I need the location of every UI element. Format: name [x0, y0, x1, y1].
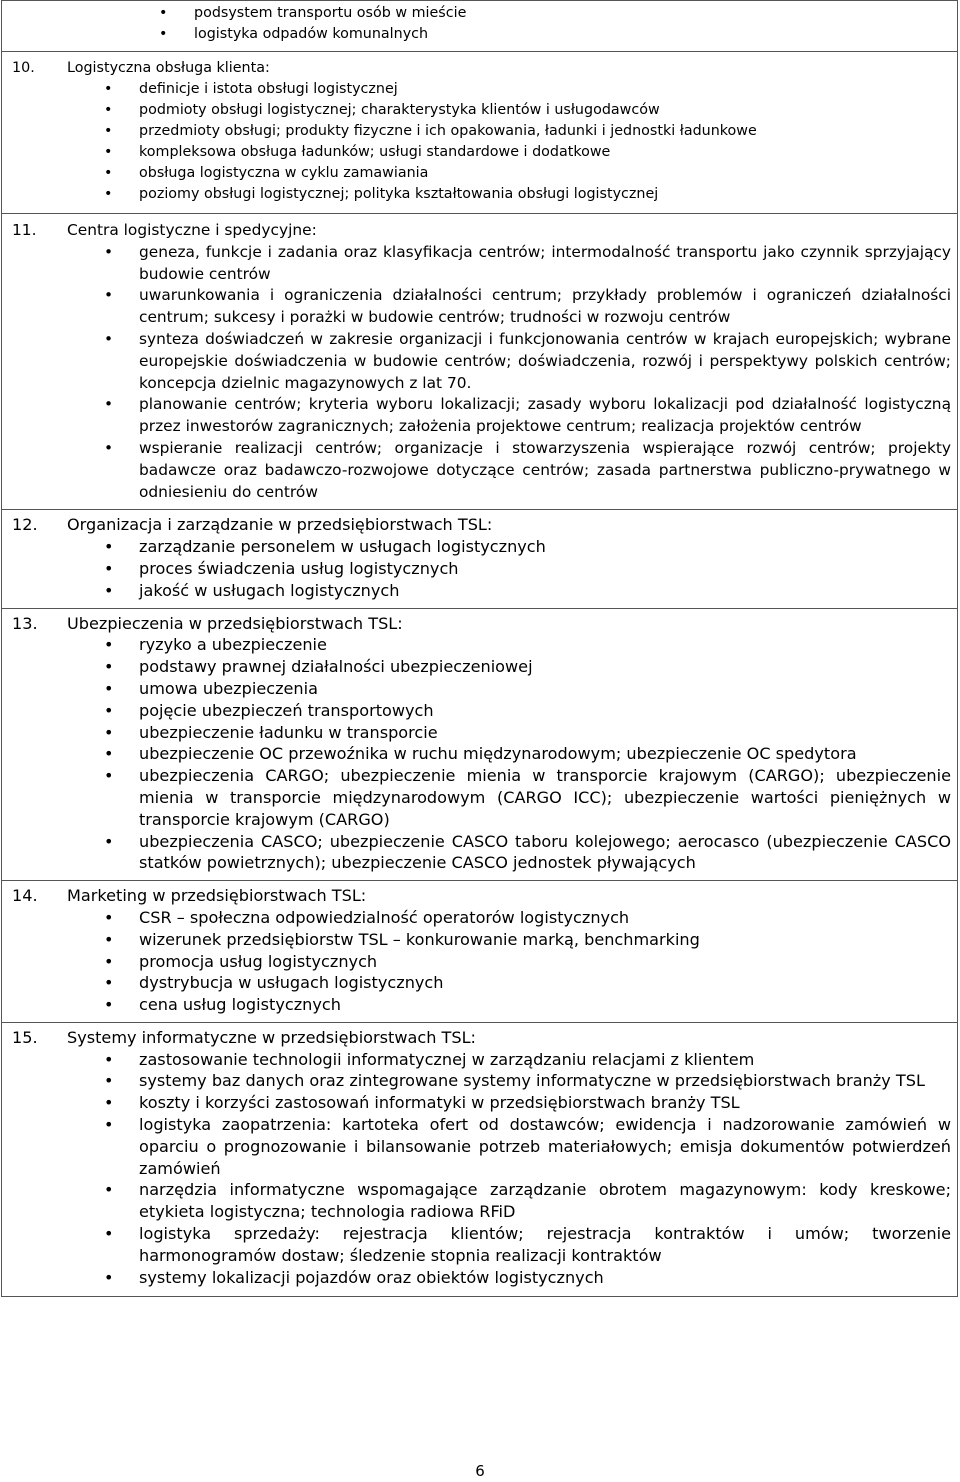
- table-row: [2, 510, 958, 608]
- table-row: [2, 52, 958, 214]
- list-item: • proces świadczenia usług logistycznych: [12, 558, 951, 580]
- list-item: • ubezpieczenia CASCO; ubezpieczenie CASCO taboru kolejowego; aerocasco (ubezpieczenie CASCO statków powietrznych); ubezpieczenie CASCO jednostek pływających: [12, 831, 951, 875]
- list-item: • podstawy prawnej działalności ubezpieczeniowej: [12, 656, 951, 678]
- bullet-list: [12, 634, 951, 874]
- list-item: • zarządzanie personelem w usługach logistycznych: [12, 536, 951, 558]
- bullet-list: [67, 3, 951, 45]
- section-title: Centra logistyczne i spedycyjne:: [67, 221, 317, 239]
- section-number: [12, 3, 67, 45]
- list-item: • ryzyko a ubezpieczenie: [12, 634, 951, 656]
- section-body: [67, 613, 951, 875]
- section-body: [67, 58, 951, 205]
- section-title: Marketing w przedsiębiorstwach TSL:: [67, 886, 367, 906]
- list-item: • wspieranie realizacji centrów; organizacje i stowarzyszenia wspierające rozwój centrów; projekty badawcze oraz badawczo-rozwojowe dotyczące centrów; zasada partnerstwa publiczno-prywatnego w odniesieniu do centrów: [12, 438, 951, 503]
- section-number: 14.: [12, 886, 38, 906]
- section-body: [67, 220, 951, 503]
- list-item: • poziomy obsługi logistycznej; polityka kształtowania obsługi logistycznej: [12, 184, 951, 205]
- section-number: 15.: [12, 1027, 38, 1047]
- table-row: [2, 1, 958, 52]
- list-item: • narzędzia informatyczne wspomagające zarządzanie obrotem magazynowym: kody kreskowe; etykieta logistyczna; technologia radiowa RFiD: [12, 1179, 951, 1223]
- list-item: • CSR – społeczna odpowiedzialność operatorów logistycznych: [12, 907, 951, 929]
- bullet-list: [12, 907, 951, 1016]
- list-item: • wizerunek przedsiębiorstw TSL – konkurowanie marką, benchmarking: [12, 929, 951, 951]
- list-item: • logistyka zaopatrzenia: kartoteka ofert od dostawców; ewidencja i nadzorowanie zamówień w oparciu o prognozowanie i bilansowanie potrzeb materiałowych; emisja dokumentów potwierdzeń zamówień: [12, 1114, 951, 1179]
- list-item: • systemy baz danych oraz zintegrowane systemy informatyczne w przedsiębiorstwach branży TSL: [12, 1070, 951, 1092]
- page-number: 6: [475, 1462, 485, 1480]
- bullet-list: [12, 79, 951, 205]
- list-item: • uwarunkowania i ograniczenia działalności centrum; przykłady problemów i ograniczeń działalności centrum; sukcesy i porażki w budowie centrów; trudności w rozwoju centrów: [12, 285, 951, 329]
- section-title: Logistyczna obsługa klienta:: [67, 60, 270, 76]
- section-13: [12, 613, 951, 875]
- section-number: 10.: [12, 60, 35, 76]
- section-body: [67, 885, 951, 1016]
- table-row: [2, 608, 958, 881]
- list-item: • dystrybucja w usługach logistycznych: [12, 972, 951, 994]
- list-item: • koszty i korzyści zastosowań informatyki w przedsiębiorstwach branży TSL: [12, 1092, 951, 1114]
- section-number: 11.: [12, 221, 37, 239]
- bullet-list: [12, 242, 951, 504]
- row-section-10: [2, 52, 958, 214]
- list-item: • synteza doświadczeń w zakresie organizacji i funkcjonowania centrów w krajach europejskich; wybrane europejskie doświadczenia w budowie centrów; doświadczenia, rozwój i perspektywy polskich centrów; koncepcja dzielnic magazynowych z lat 70.: [12, 329, 951, 394]
- section-14: [12, 885, 951, 1016]
- list-item: • promocja usług logistycznych: [12, 951, 951, 973]
- row-section-14: [2, 881, 958, 1023]
- section-10: [12, 58, 951, 205]
- section-body: [67, 514, 951, 601]
- list-item: • ubezpieczenie ładunku w transporcie: [12, 722, 951, 744]
- table-row: [2, 214, 958, 510]
- section-15: [12, 1027, 951, 1289]
- section-12: [12, 514, 951, 601]
- list-item: • jakość w usługach logistycznych: [12, 580, 951, 602]
- list-item: • przedmioty obsługi; produkty fizyczne i ich opakowania, ładunki i jednostki ładunkowe: [12, 121, 951, 142]
- section-title: Organizacja i zarządzanie w przedsiębiorstwach TSL:: [67, 515, 493, 535]
- list-item: • logistyka sprzedaży: rejestracja klientów; rejestracja kontraktów i umów; tworzenie harmonogramów dostaw; śledzenie stopnia realizacji kontraktów: [12, 1223, 951, 1267]
- list-item: • pojęcie ubezpieczeń transportowych: [12, 700, 951, 722]
- list-item: • logistyka odpadów komunalnych: [67, 24, 951, 45]
- section-body: [67, 1027, 951, 1289]
- section-continued: [12, 3, 951, 45]
- list-item: • podsystem transportu osób w mieście: [67, 3, 951, 24]
- list-item: • ubezpieczenie OC przewoźnika w ruchu międzynarodowym; ubezpieczenie OC spedytora: [12, 743, 951, 765]
- bullet-list: [12, 1049, 951, 1289]
- list-item: • zastosowanie technologii informatycznej w zarządzaniu relacjami z klientem: [12, 1049, 951, 1071]
- table-row: [2, 881, 958, 1023]
- row-section-12: [2, 510, 958, 608]
- list-item: • definicje i istota obsługi logistycznej: [12, 79, 951, 100]
- document-table: [1, 0, 958, 1297]
- list-item: • planowanie centrów; kryteria wyboru lokalizacji; zasady wyboru lokalizacji pod działalność logistyczną przez inwestorów zagranicznych; założenia projektowe centrum; realizacja projektów centrów: [12, 394, 951, 438]
- bullet-list: [12, 536, 951, 601]
- list-item: • umowa ubezpieczenia: [12, 678, 951, 700]
- row-section-15: [2, 1022, 958, 1297]
- section-title: Ubezpieczenia w przedsiębiorstwach TSL:: [67, 613, 403, 633]
- list-item: • geneza, funkcje i zadania oraz klasyfikacja centrów; intermodalność transportu jako czynnik sprzyjający budowie centrów: [12, 242, 951, 286]
- list-item: • obsługa logistyczna w cyklu zamawiania: [12, 163, 951, 184]
- section-title: Systemy informatyczne w przedsiębiorstwach TSL:: [67, 1027, 476, 1047]
- row-top: [2, 1, 958, 52]
- section-number: 12.: [12, 515, 38, 535]
- list-item: • ubezpieczenia CARGO; ubezpieczenie mienia w transporcie krajowym (CARGO); ubezpieczenie mienia w transporcie międzynarodowym (CARGO ICC); ubezpieczenie wartości pieniężnych w transporcie krajowym (CARGO): [12, 765, 951, 830]
- list-item: • podmioty obsługi logistycznej; charakterystyka klientów i usługodawców: [12, 100, 951, 121]
- row-section-13: [2, 608, 958, 881]
- list-item: • cena usług logistycznych: [12, 994, 951, 1016]
- table-row: [2, 1022, 958, 1297]
- section-number: 13.: [12, 613, 38, 633]
- row-section-11: [2, 214, 958, 510]
- section-body: [67, 3, 951, 45]
- list-item: • kompleksowa obsługa ładunków; usługi standardowe i dodatkowe: [12, 142, 951, 163]
- section-11: [12, 220, 951, 503]
- list-item: • systemy lokalizacji pojazdów oraz obiektów logistycznych: [12, 1267, 951, 1289]
